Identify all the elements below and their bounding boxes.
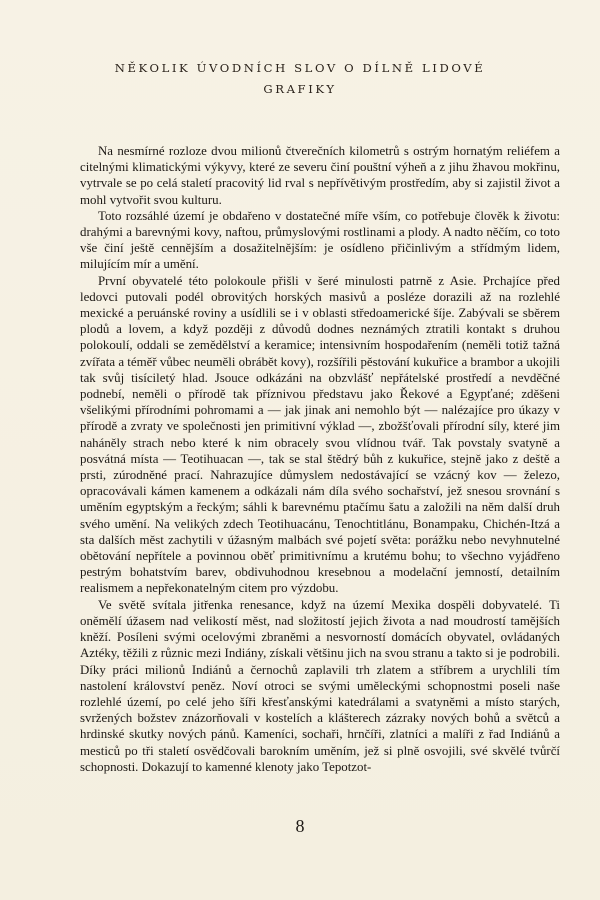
- page-number: 8: [295, 816, 305, 836]
- chapter-heading-line-1: NĚKOLIK ÚVODNÍCH SLOV O DÍLNĚ LIDOVÉ: [114, 61, 486, 75]
- chapter-heading-line-2: GRAFIKY: [263, 82, 337, 96]
- paragraph: Na nesmírné rozloze dvou milionů čtverečních kilometrů s ostrým hornatým reliéfem a citelnými klimatickými výkyvy, které ze severu činí pouštní výheň a z jihu žhavou mokřinu, vytrvale se po celá staletí pracovitý lid rval s nepřívětivým prostředím, aby si zajistil život a mohl vytvořit svou kulturu.: [80, 144, 560, 207]
- body-text: [80, 143, 560, 775]
- paragraph: Ve světě svítala jitřenka renesance, když na území Mexika dospěli dobyvatelé. Ti oněmělí úžasem nad velikostí měst, nad složitostí jejich života a nad moudrostí tamějších kněží. Posíleni svými ocelovými zbraněmi a nesvorností domácích obyvatel, ovládaných Aztéky, těžili z různic mezi Indiány, získali většinu jich na svou stranu a takto si je podrobili. Díky práci milionů Indiánů a černochů zaplavili trh zlatem a stříbrem a urychlili tím nastolení království peněz. Noví otroci se svými uměleckými schopnostmi poseli naše rozlehlé území, po celé jeho šíři křesťanskými katedrálami a svatyněmi a místo starých, svržených božstev znázorňovali v kostelích a klášterech zázraky nových bohů a světců a hrdinské skutky nových pánů. Kameníci, sochaři, hrnčíři, zlatníci a malíři z řad Indiánů a mesticů po tři staletí osvědčovali barokním uměním, jež si plně osvojili, své skvělé tvůrčí schopnosti. Dokazují to kamenné klenoty jako Tepotzot-: [80, 597, 560, 774]
- chapter-heading: [60, 58, 540, 100]
- paragraph: Toto rozsáhlé území je obdařeno v dostatečné míře vším, co potřebuje člověk k životu: drahými a barevnými kovy, naftou, průmyslovými rostlinami a plody. A nadto něčím, co toto vše činí ještě cennějším a dosažitelnějším: je osídleno přičinlivým a střídmým lidem, milujícím mír a umění.: [80, 208, 560, 272]
- paragraph: První obyvatelé této polokoule přišli v šeré minulosti patrně z Asie. Prchajíce před ledovci putovali podél obrovitých horských masivů a posléze dorazili až na rozlehlé mexické a peruánské roviny a usídlili se i v oblasti středoamerické šíje. Zabývali se sběrem plodů a lovem, a když později z důvodů dodnes neznámých ztratili kontakt s druhou polokoulí, oddali se zemědělství a keramice; intensivním hospodařením (neměli totiž tažná zvířata a téměř vůbec neuměli obrábět kovy), rozšířili pěstování kukuřice a brambor a ukojili tak svůj tisíciletý hlad. Jsouce odkázáni na obzvlášť nepřátelské prostředí a nevděčné podnebí, neměli o přírodě tak příznivou představu jako Řekové a Egypťané; zděšeni všelikými přírodními pohromami a — jak jinak ani nemohlo být — nalézajíce pro úkazy v přírodě a zvraty ve společnosti jen primitivní výklad —, zbožšťovali přírodní síly, které jim naháněly strach nebo které k nim obracely svou vlídnou tvář. Tak povstaly svatyně a posvátná místa — Teotihuacan —, tak se stal štědrý bůh z kukuřice, stejně jako z deště a prsti, zúrodněné prací. Nahrazujíce důmyslem nedostávající se vzácný kov — železo, opracovávali kámen kamenem a odkázali nám díla svého sochařství, jež snesou srovnání s uměním egyptským a řeckým; sáhli k barevnému ptačímu šatu a založili na něm další druh svého umění. Na velikých zdech Teotihuacánu, Tenochtitlánu, Bonampaku, Chichén-Itzá a sta dalších měst zachytili v úžasným malbách své pojetí světa: porážku nebo nevyhnutelné obětování nepřítele a povinnou oběť primitivnímu a krutému bohu; to všechno vyjádřeno pestrým bohatstvím barev, obdivuhodnou kresebnou a modelační jemností, detailním realismem a nepřekonatelným citem pro výzdobu.: [80, 273, 560, 596]
